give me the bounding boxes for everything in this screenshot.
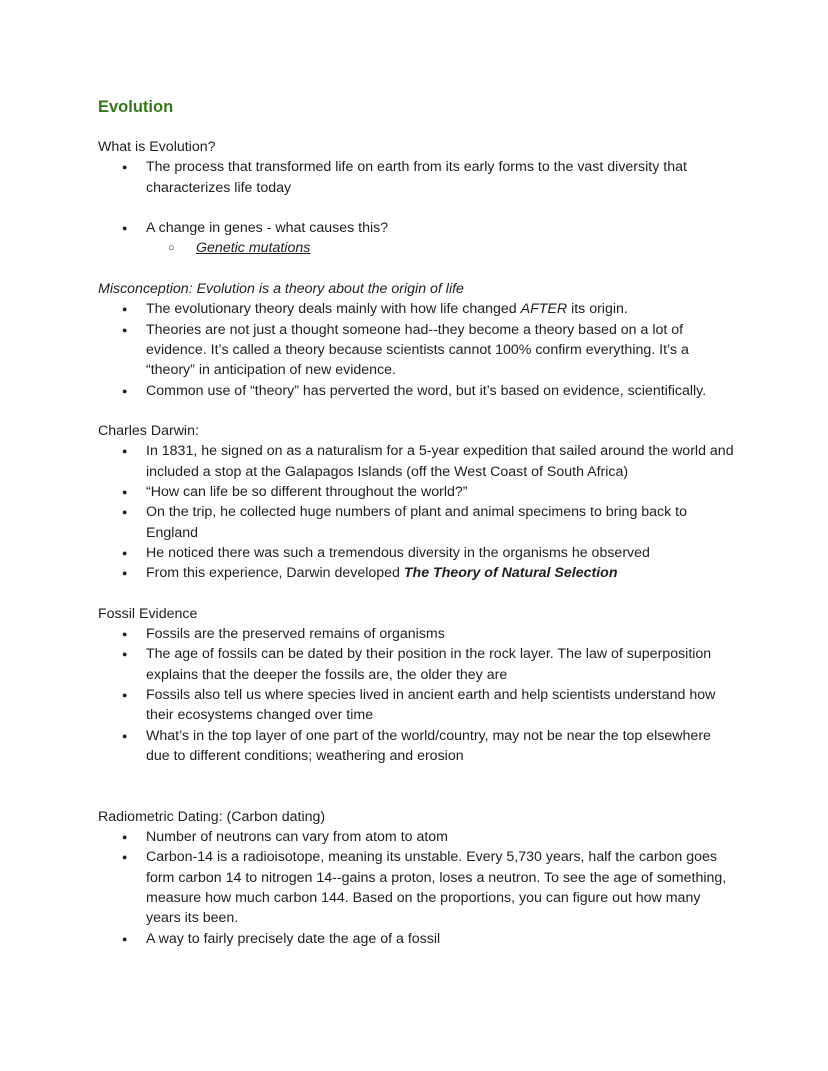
list-item: ● Theories are not just a thought someone had--they become a theory based on a lot of evidence. It’s called a theory because scientists cannot 100% confirm everything. It’s a “theory” in anticipation of new evidence.: [98, 320, 738, 381]
genetic-mutations-link[interactable]: Genetic mutations: [196, 240, 311, 257]
emphasis-text: AFTER: [520, 301, 568, 318]
list-item: ● Number of neutrons can vary from atom to atom: [98, 827, 738, 847]
list-item: ● Carbon-14 is a radioisotope, meaning its unstable. Every 5,730 years, half the carbon goes form carbon 14 to nitrogen 14--gains a proton, loses a neutron. To see the age of something, measure how much carbon 144. Based on the proportions, you can figure out how many years its been.: [98, 847, 738, 928]
section-heading-charles-darwin: Charles Darwin:: [98, 423, 199, 440]
list-item-text: The evolutionary theory deals mainly with how life changed: [146, 301, 521, 318]
bold-italic-text: The Theory of Natural Selection: [403, 565, 618, 582]
list-item: [98, 218, 738, 259]
list-item: ● He noticed there was such a tremendous diversity in the organisms he observed: [98, 543, 738, 563]
list-item-text: From this experience, Darwin developed: [146, 565, 404, 582]
misconception-list: [98, 299, 738, 400]
section-heading-what-is-evolution: What is Evolution?: [98, 139, 216, 155]
section-heading-misconception: Misconception: Evolution is a theory about the origin of life: [98, 281, 464, 298]
list-item: ● “How can life be so different throughout the world?”: [98, 482, 738, 502]
list-item-text: A change in genes - what causes this?: [146, 220, 389, 237]
list-item-text: its origin.: [567, 301, 628, 318]
list-item: ● The age of fossils can be dated by their position in the rock layer. The law of superposition explains that the deeper the fossils are, the older they are: [98, 644, 738, 685]
sub-list-item: [146, 238, 738, 258]
sub-list: [146, 238, 738, 258]
list-item: ● The process that transformed life on earth from its early forms to the vast diversity that characterizes life today: [98, 157, 738, 198]
section-heading-radiometric-dating: Radiometric Dating: (Carbon dating): [98, 808, 326, 825]
list-item: [98, 299, 738, 319]
darwin-list: [98, 441, 738, 583]
what-is-evolution-list: [98, 157, 738, 198]
document-body: [98, 96, 738, 949]
list-item: ● Common use of “theory” has perverted the word, but it’s based on evidence, scientifically.: [98, 381, 738, 401]
list-item: ● Fossils are the preserved remains of organisms: [98, 624, 738, 644]
fossil-list: [98, 624, 738, 766]
list-item: [98, 563, 738, 583]
list-item: ● What’s in the top layer of one part of the world/country, may not be near the top elsewhere due to different conditions; weathering and erosion: [98, 726, 738, 767]
radiometric-list: [98, 827, 738, 949]
list-item: ● A way to fairly precisely date the age of a fossil: [98, 929, 738, 949]
list-item: ● In 1831, he signed on as a naturalism for a 5-year expedition that sailed around the world and included a stop at the Galapagos Islands (off the West Coast of South Africa): [98, 441, 738, 482]
list-item: ● On the trip, he collected huge numbers of plant and animal specimens to bring back to England: [98, 502, 738, 543]
list-item: ● Fossils also tell us where species lived in ancient earth and help scientists understand how their ecosystems changed over time: [98, 685, 738, 726]
page-title: Evolution: [98, 98, 174, 116]
section-heading-fossil-evidence: Fossil Evidence: [98, 605, 198, 622]
gene-change-list: [98, 218, 738, 259]
